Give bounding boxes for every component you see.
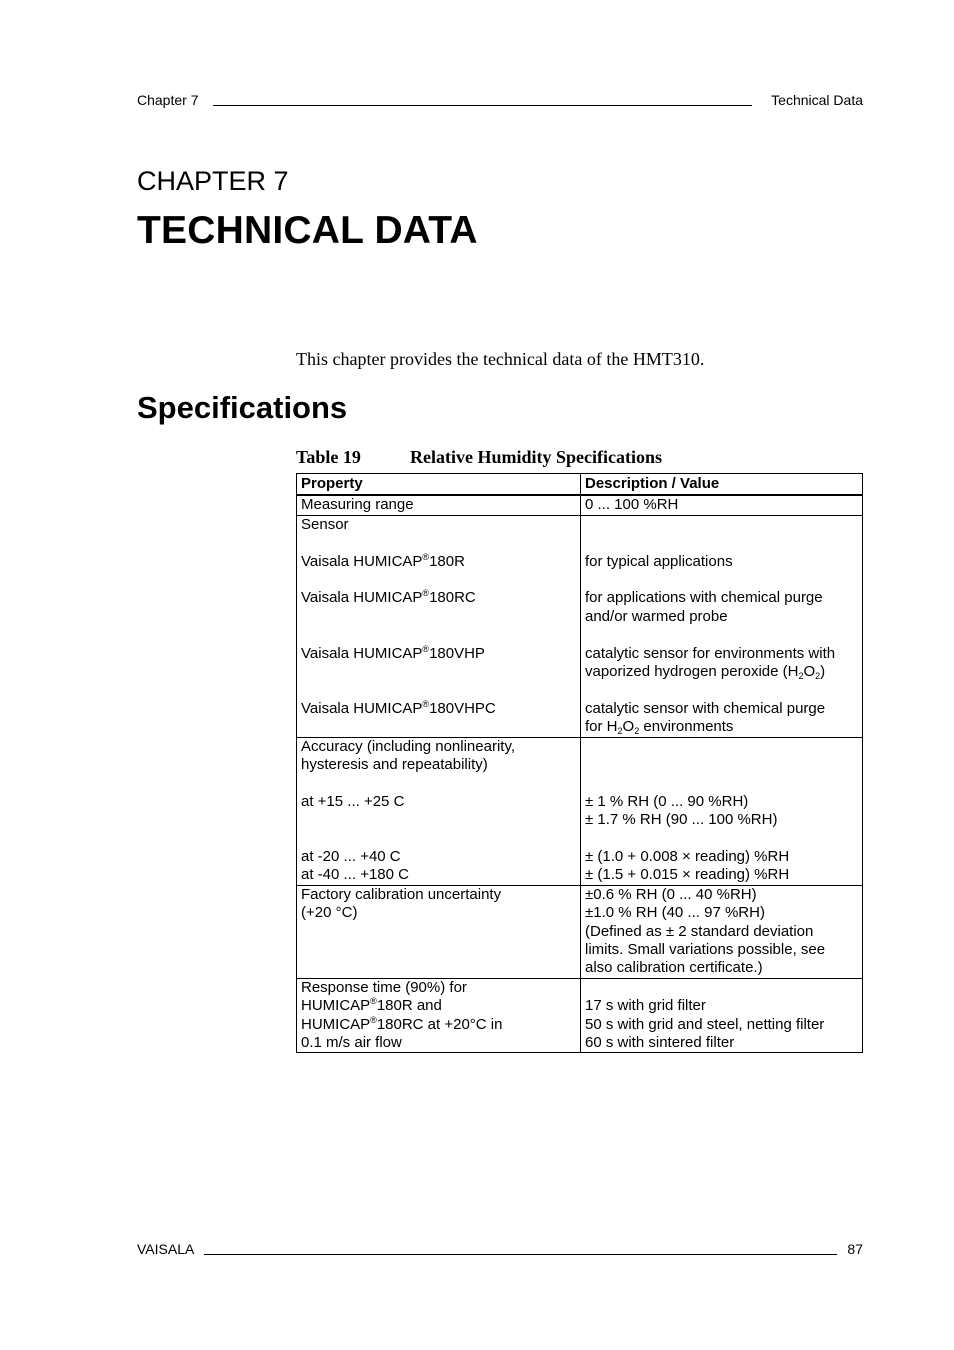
column-header-property: Property [297,474,581,496]
cell-value: 0 ... 100 %RH [581,495,863,515]
table-header-row [297,474,863,496]
cell-property: Accuracy (including nonlinearity, hysteresis and repeatability) at +15 ... +25 C at -20 ... +40 C at -40 ... +180 C [297,737,581,885]
page-number: 87 [847,1241,863,1257]
column-header-value: Description / Value [581,474,863,496]
cell-property: Factory calibration uncertainty (+20 °C) [297,885,581,978]
sensor-180rc: Vaisala HUMICAP®180RC [301,588,476,607]
table-row-accuracy [297,737,863,885]
cell-value: for typical applications for applications with chemical purge and/or warmed probe catalytic sensor for environments with vaporized hydrogen peroxide $(H_2O_2)$ catalytic sensor with chemical purge for $H_2O_2$ environments [581,515,863,737]
header-rule [213,105,752,106]
running-footer [137,1239,863,1259]
table-title: Relative Humidity Specifications [410,447,662,467]
table-number: Table 19 [296,447,361,467]
running-header [137,90,863,110]
footer-rule [204,1254,837,1255]
sensor-180vhp: Vaisala HUMICAP®180VHP [301,643,485,662]
cell-property: Response time (90%) for HUMICAP®180R and HUMICAP®180RC at +20°C in 0.1 m/s air flow [297,978,581,1053]
cell-value: ±0.6 % RH (0 ... 40 %RH) ±1.0 % RH (40 ... 97 %RH) (Defined as ± 2 standard deviation limits. Small variations possible, see also calibration certificate.) [581,885,863,978]
sensor-180r-description: for typical applications [585,552,733,570]
intro-paragraph: This chapter provides the technical data of the HMT310. [296,349,705,369]
cell-value: 17 s with grid filter 50 s with grid and steel, netting filter 60 s with sintered filter [581,978,863,1053]
chapter-number: CHAPTER 7 [137,166,289,196]
section-title: Specifications [137,390,348,425]
header-chapter: Chapter 7 [137,92,199,108]
table-row-measuring-range [297,495,863,515]
table-row-sensor [297,515,863,737]
footer-brand: VAISALA [137,1241,195,1257]
table-row-calibration [297,885,863,978]
sensor-180r: Vaisala HUMICAP®180R [301,551,465,570]
cell-property: Measuring range [297,495,581,515]
table-row-response-time [297,978,863,1053]
sensor-heading: Sensor [301,515,349,533]
cell-value: ± 1 % RH (0 ... 90 %RH) ± 1.7 % RH (90 ... 100 %RH) ± (1.0 + 0.008 × reading) %RH ± (1.5 + 0.015 × reading) %RH [581,737,863,885]
header-section: Technical Data [771,92,863,108]
specifications-table [296,473,863,1053]
chapter-title: TECHNICAL DATA [137,209,478,252]
table-caption [296,446,662,468]
cell-property [297,515,581,737]
sensor-180vhpc: Vaisala HUMICAP®180VHPC [301,698,496,717]
